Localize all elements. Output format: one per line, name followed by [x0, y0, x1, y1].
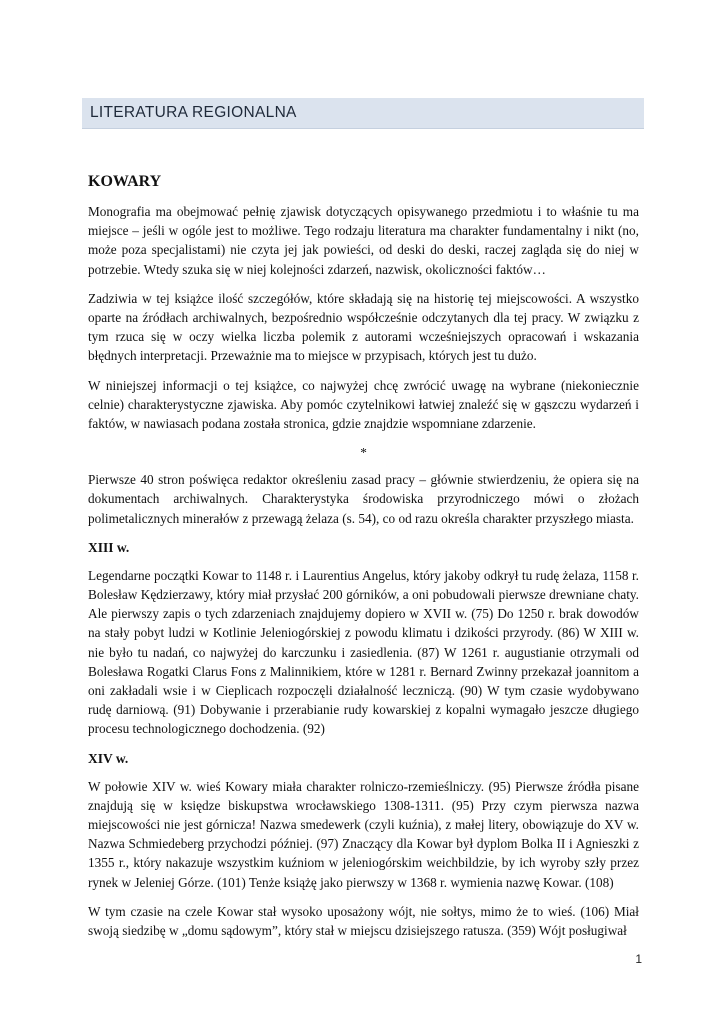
section-separator: *	[360, 445, 367, 461]
overview-paragraph: Pierwsze 40 stron poświęca redaktor określeniu zasad pracy – głównie stwierdzeniu, że opiera się na dokumentach archiwalnych. Charakterystyka środowiska przyrodniczego mówi o złożach polimetalicznych minerałów z przewagą żelaza (s. 54), co od razu określa charakter przyszłego miasta.	[88, 472, 639, 526]
page-number: 1	[635, 952, 642, 966]
article-title: KOWARY	[88, 173, 162, 190]
intro-paragraph: W niniejszej informacji o tej książce, co najwyżej chcę zwrócić uwagę na wybrane (niekoniecznie celnie) charakterystyczne zjawiska. Aby pomóc czytelnikowi łatwiej znaleźć się w gąszczu wydarzeń i faktów, w nawiasach podana została stronica, gdzie znajdzie wspomniane zdarzenie.	[88, 377, 639, 432]
section-paragraph: W połowie XIV w. wieś Kowary miała charakter rolniczo-rzemieślniczy. (95) Pierwsze źródła pisane znajdują się w księdze biskupstwa wrocławskiego 1308-1311. (95) Przy czym pierwsza nazwa miejscowości nie jest górnicza! Nazwa smedewerk (czyli kuźnia), z małej litery, obowiązuje do XV w. Nazwa Schmiedeberg przychodzi później. (97) Znaczący dla Kowar był dyplom Bolka II i Agnieszki z 1355 r., który nakazuje wszystkim kuźniom w jeleniogórskim weichbildzie, by ich wyroby szły przez rynek w Jeleniej Górze. (101) Tenże książę jako pierwszy w 1368 r. wymienia nazwę Kowar. (108)	[88, 778, 639, 890]
article-body	[88, 172, 639, 950]
section-heading-xiii: XIII w.	[88, 539, 130, 555]
section-paragraph: Legendarne początki Kowar to 1148 r. i Laurentius Angelus, który jakoby odkrył tu rudę żelaza, 1158 r. Bolesław Kędzierzawy, który miał przysłać 200 górników, a oni pobudowali pierwsze drewniane chaty. Ale pierwszy zapis o tych zdarzeniach znajdujemy dopiero w XVII w. (75) Do 1250 r. brak dowodów na stały pobyt ludzi w Kotlinie Jeleniogórskiej z powodu klimatu i dzikości przyrody. (86) W XIII w. nie było tu nadań, co najwyżej do karczunku i zasiedlenia. (87) W 1261 r. augustianie otrzymali od Bolesława Rogatki Clarus Fons z Malinnikiem, które w 1281 r. Bernard Zwinny przekazał joannitom a oni zakładali wsie i w Cieplicach rozpoczęli działalność leczniczą. (90) W tym czasie wydobywano rudę darniową. (91) Dobywanie i przerabianie rudy kowarskiej z kopalni wymagało jeszcze długiego procesu technologicznego dochodzenia. (92)	[88, 567, 639, 737]
intro-paragraph: Zadziwia w tej książce ilość szczegółów, które składają się na historię tej miejscowości. A wszystko oparte na źródłach archiwalnych, bezpośrednio współcześnie odczytanych dla tej pracy. W związku z tym rzuca się w oczy wielka liczba polemik z autorami wcześniejszych opracowań i wskazania błędnych interpretacji. Przeważnie ma to miejsce w przypisach, których jest tu dużo.	[88, 290, 639, 364]
section-heading-xiv: XIV w.	[88, 750, 129, 766]
section-paragraph: W tym czasie na czele Kowar stał wysoko uposażony wójt, nie sołtys, mimo że to wieś. (106) Miał swoją siedzibę w „domu sądowym”, który stał w miejscu dzisiejszego ratusza. (359) Wójt posługiwał	[88, 903, 639, 939]
header-title: LITERATURA REGIONALNA	[90, 104, 297, 121]
intro-paragraph: Monografia ma obejmować pełnię zjawisk dotyczących opisywanego przedmiotu i to właśnie tu ma miejsce – jeśli w ogóle jest to możliwe. Tego rodzaju literatura ma charakter fundamentalny i nikt (no, może poza specjalistami) nie czyta jej jak powieści, od deski do deski, raczej zagląda się do niej w potrzebie. Wtedy szuka się w niej kolejności zdarzeń, nazwisk, okoliczności faktów…	[88, 204, 639, 277]
header-banner	[82, 98, 644, 129]
